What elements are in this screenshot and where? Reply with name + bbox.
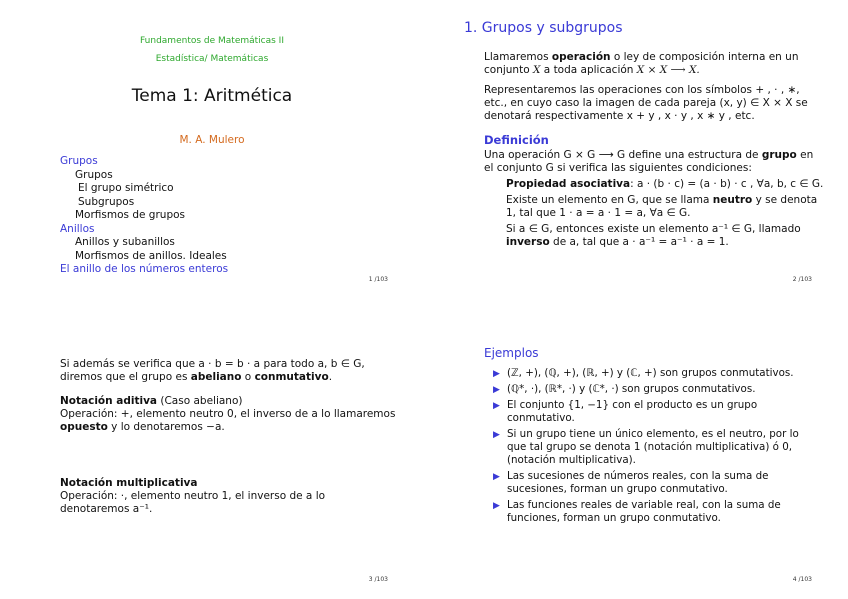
slide-title: 1. Grupos y subgrupos	[464, 20, 623, 36]
bullet-triangle-icon: ▶	[493, 385, 500, 395]
paragraph-operation: Llamaremos operación o ley de composición interna en un conjunto X a toda aplicación X × X ⟶ X.	[484, 51, 799, 76]
definition-body: Una operación G × G ⟶ G define una estructura de grupo en el conjunto G si verifica las siguientes condiciones:	[484, 149, 814, 174]
examples-list	[493, 367, 813, 528]
toc-section[interactable]: Anillos	[60, 222, 95, 235]
list-item-text: Si un grupo tiene un único elemento, es el neutro, por lo que tal grupo se denota 1 (notación multiplicativa) ó 0, (notación multiplicativa).	[507, 428, 799, 466]
page-number: 3 /103	[368, 576, 388, 583]
slide-2	[424, 0, 848, 299]
toc-subsection[interactable]: El grupo simétrico	[78, 182, 174, 194]
additive-notation: Notación aditiva (Caso abeliano) Operación: +, elemento neutro 0, el inverso de a lo llamaremos opuesto y lo denotaremos −a.	[60, 395, 396, 433]
slide-3	[0, 300, 424, 599]
list-item-text: Las funciones reales de variable real, con la suma de funciones, forman un grupo conmutativo.	[507, 499, 781, 524]
list-item	[493, 367, 813, 380]
bullet-triangle-icon: ▶	[493, 401, 500, 411]
group-axioms: Propiedad asociativa: a · (b · c) = (a · b) · c , ∀a, b, c ∈ G. Existe un elemento en G, que se llama neutro y se denota 1, tal que 1 · a = a · 1 = a, ∀a ∈ G. Si a ∈ G, entonces existe un elemento a⁻¹ ∈ G, llamado inverso de a, tal que a · a⁻¹ = a⁻¹ · a = 1.	[506, 178, 824, 248]
paragraph-abelian: Si además se verifica que a · b = b · a para todo a, b ∈ G, diremos que el grupo es abeliano o conmutativo.	[60, 358, 365, 383]
toc-section[interactable]: Grupos	[60, 155, 98, 167]
author: M. A. Mulero	[179, 134, 245, 146]
page-number: 4 /103	[792, 576, 812, 583]
list-item	[493, 399, 813, 425]
slide-1	[0, 0, 424, 299]
toc-subsection[interactable]: Subgrupos	[78, 195, 135, 208]
degree-name: Estadística/ Matemáticas	[155, 54, 269, 64]
list-item-text: (ℚ*, ·), (ℝ*, ·) y (ℂ*, ·) son grupos conmutativos.	[507, 383, 756, 395]
list-item-text: (ℤ, +), (ℚ, +), (ℝ, +) y (ℂ, +) son grupos conmutativos.	[507, 367, 794, 379]
bullet-triangle-icon: ▶	[493, 369, 500, 379]
examples-title: Ejemplos	[484, 346, 539, 360]
toc-subsection[interactable]: Morfismos de anillos. Ideales	[75, 249, 227, 262]
toc-section[interactable]: El anillo de los números enteros	[60, 263, 229, 275]
toc-subsection[interactable]: Morfismos de grupos	[75, 209, 186, 221]
page-number: 1 /103	[368, 276, 388, 283]
bullet-triangle-icon: ▶	[493, 501, 500, 511]
toc-subsection[interactable]: Grupos	[75, 168, 113, 181]
definition-title: Definición	[484, 133, 549, 147]
list-item	[493, 383, 813, 396]
bullet-triangle-icon: ▶	[493, 472, 500, 482]
list-item	[493, 499, 813, 525]
list-item-text: Las sucesiones de números reales, con la suma de sucesiones, forman un grupo conmutativo.	[507, 470, 769, 495]
toc-subsection[interactable]: Anillos y subanillos	[75, 236, 175, 248]
page-number: 2 /103	[792, 276, 812, 283]
list-item	[493, 470, 813, 496]
slide-4	[424, 300, 848, 599]
slide-title: Tema 1: Aritmética	[131, 86, 293, 106]
multiplicative-notation: Notación multiplicativa Operación: ·, elemento neutro 1, el inverso de a lo denotaremos a⁻¹.	[60, 477, 326, 515]
table-of-contents	[60, 155, 390, 277]
course-name: Fundamentos de Matemáticas II	[139, 36, 284, 46]
list-item	[493, 428, 813, 467]
list-item-text: El conjunto {1, −1} con el producto es un grupo conmutativo.	[507, 399, 758, 424]
bullet-triangle-icon: ▶	[493, 430, 500, 440]
paragraph-symbols: Representaremos las operaciones con los símbolos + , · , ∗, etc., en cuyo caso la imagen de cada pareja (x, y) ∈ X × X se denotará respectivamente x + y , x · y , x ∗ y , etc.	[484, 84, 808, 122]
